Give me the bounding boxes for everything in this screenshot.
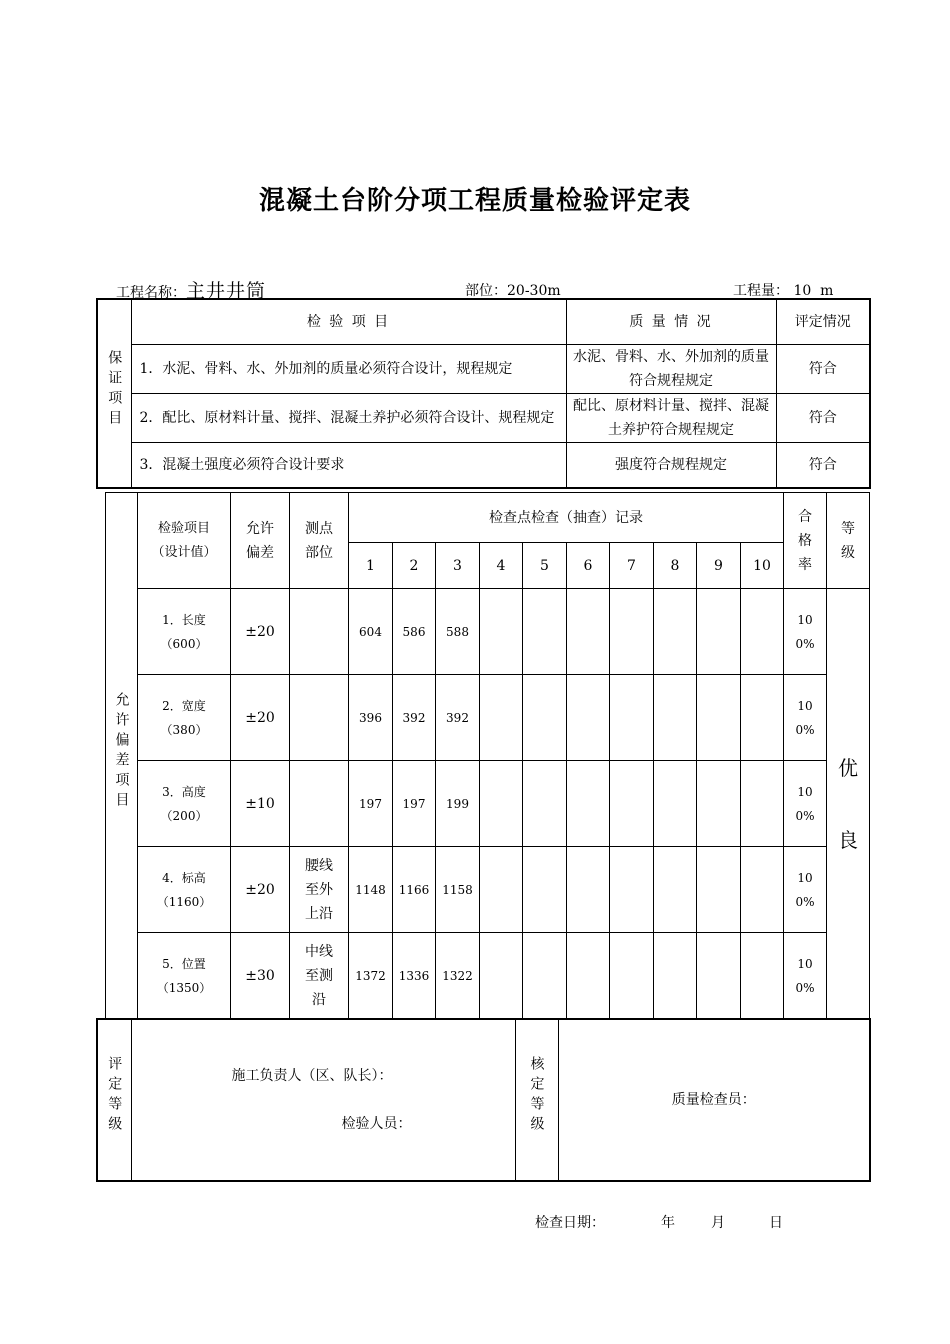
point-number: 5: [523, 543, 567, 589]
record-value: 604: [349, 589, 393, 675]
record-empty: [480, 847, 523, 933]
deviation-col-grade: 等级: [827, 493, 870, 589]
pass-rate: 100%: [784, 675, 827, 761]
location-field: 部位：20-30m: [465, 283, 561, 299]
guarantee-row: [97, 443, 870, 489]
point-number: 9: [697, 543, 741, 589]
record-empty: [741, 589, 784, 675]
record-empty: [741, 761, 784, 847]
record-value: 392: [436, 675, 480, 761]
date-day: 日: [769, 1215, 783, 1231]
record-value: 199: [436, 761, 480, 847]
date-month: 月: [711, 1215, 725, 1231]
guarantee-col-result: 评定情况: [776, 299, 870, 345]
guarantee-side-label: 保证项目: [97, 299, 131, 488]
record-empty: [523, 847, 567, 933]
record-empty: [480, 589, 523, 675]
pass-rate: 100%: [784, 761, 827, 847]
point-number: 6: [567, 543, 610, 589]
deviation-tolerance: ±30: [231, 933, 290, 1019]
deviation-item: 5．位置 （1350）: [138, 933, 231, 1019]
record-empty: [567, 761, 610, 847]
deviation-row: [106, 761, 870, 847]
record-empty: [523, 589, 567, 675]
record-empty: [654, 761, 697, 847]
record-empty: [654, 589, 697, 675]
record-empty: [741, 847, 784, 933]
record-empty: [697, 675, 741, 761]
guarantee-table: [96, 298, 871, 489]
record-empty: [523, 675, 567, 761]
point-number: 3: [436, 543, 480, 589]
record-value: 1166: [393, 847, 436, 933]
record-empty: [567, 933, 610, 1019]
deviation-row: [106, 847, 870, 933]
record-value: 1322: [436, 933, 480, 1019]
guarantee-col-item: 检 验 项 目: [131, 299, 566, 345]
evaluation-signatures: [131, 1019, 515, 1181]
pass-rate: 100%: [784, 933, 827, 1019]
evaluation-table: [96, 1018, 871, 1182]
deviation-col-records: 检查点检查（抽查）记录: [349, 493, 784, 543]
date-label: 检查日期：: [535, 1215, 605, 1231]
record-value: 1158: [436, 847, 480, 933]
record-empty: [610, 847, 654, 933]
guarantee-col-quality: 质 量 情 况: [566, 299, 776, 345]
guarantee-result: 符合: [776, 394, 870, 443]
deviation-tolerance: ±20: [231, 847, 290, 933]
pass-rate: 100%: [784, 589, 827, 675]
point-number: 4: [480, 543, 523, 589]
guarantee-quality: 水泥、骨料、水、外加剂的质量符合规程规定: [566, 345, 776, 394]
deviation-col-item: 检验项目 （设计值）: [138, 493, 231, 589]
record-value: 396: [349, 675, 393, 761]
deviation-tolerance: ±20: [231, 675, 290, 761]
guarantee-item: 2．配比、原材料计量、搅拌、混凝土养护必须符合设计、规程规定: [131, 394, 566, 443]
record-empty: [697, 933, 741, 1019]
guarantee-row: [97, 394, 870, 443]
page-title: 混凝土台阶分项工程质量检验评定表: [258, 186, 691, 216]
deviation-side-label: 允许偏差项目: [106, 493, 138, 1019]
record-empty: [654, 847, 697, 933]
guarantee-quality: 配比、原材料计量、搅拌、混凝土养护符合规程规定: [566, 394, 776, 443]
record-empty: [523, 933, 567, 1019]
project-name-label: 工程名称：: [116, 285, 186, 301]
record-value: 1336: [393, 933, 436, 1019]
record-empty: [741, 933, 784, 1019]
evaluation-left-label: 评定等级: [97, 1019, 131, 1181]
record-empty: [654, 675, 697, 761]
deviation-row: [106, 589, 870, 675]
deviation-tolerance: ±20: [231, 589, 290, 675]
deviation-row: [106, 933, 870, 1019]
record-value: 197: [393, 761, 436, 847]
deviation-tolerance: ±10: [231, 761, 290, 847]
evaluation-right-label: 核定等级: [515, 1019, 558, 1181]
deviation-item: 2．宽度 （380）: [138, 675, 231, 761]
deviation-item: 3．高度 （200）: [138, 761, 231, 847]
point-number: 8: [654, 543, 697, 589]
record-empty: [567, 847, 610, 933]
deviation-location: [290, 675, 349, 761]
deviation-row: [106, 675, 870, 761]
record-empty: [480, 933, 523, 1019]
record-empty: [610, 675, 654, 761]
inspection-date: [535, 1212, 783, 1232]
deviation-location: 中线至测沿: [290, 933, 349, 1019]
guarantee-item: 3．混凝土强度必须符合设计要求: [131, 443, 566, 489]
deviation-location: [290, 761, 349, 847]
record-value: 1148: [349, 847, 393, 933]
record-empty: [654, 933, 697, 1019]
record-empty: [567, 589, 610, 675]
record-empty: [697, 761, 741, 847]
record-empty: [567, 675, 610, 761]
deviation-table: [105, 492, 870, 1019]
date-year: 年: [661, 1215, 675, 1231]
deviation-item: 1．长度 （600）: [138, 589, 231, 675]
record-empty: [610, 761, 654, 847]
project-name-value: 主井井筒: [186, 280, 267, 302]
inspector-label: 检验人员：: [341, 1116, 412, 1132]
pass-rate: 100%: [784, 847, 827, 933]
record-empty: [697, 589, 741, 675]
point-number: 10: [741, 543, 784, 589]
deviation-item: 4．标高 （1160）: [138, 847, 231, 933]
record-empty: [697, 847, 741, 933]
record-empty: [523, 761, 567, 847]
record-empty: [610, 589, 654, 675]
record-empty: [480, 675, 523, 761]
deviation-col-location: 测点部位: [290, 493, 349, 589]
guarantee-result: 符合: [776, 443, 870, 489]
point-number: 2: [393, 543, 436, 589]
record-value: 197: [349, 761, 393, 847]
record-empty: [741, 675, 784, 761]
guarantee-row: [97, 345, 870, 394]
deviation-location: [290, 589, 349, 675]
construction-lead-label: 施工负责人（区、队长）：: [231, 1068, 393, 1084]
point-number: 1: [349, 543, 393, 589]
record-value: 392: [393, 675, 436, 761]
record-value: 1372: [349, 933, 393, 1019]
quantity-field: 工程量： 10 m: [733, 283, 834, 299]
record-value: 588: [436, 589, 480, 675]
record-empty: [610, 933, 654, 1019]
guarantee-quality: 强度符合规程规定: [566, 443, 776, 489]
quality-inspector-label: 质量检查员：: [558, 1019, 870, 1181]
deviation-col-rate: 合格率: [784, 493, 827, 589]
point-number: 7: [610, 543, 654, 589]
deviation-col-tolerance: 允许偏差: [231, 493, 290, 589]
deviation-grade: 优良: [827, 589, 870, 1019]
record-value: 586: [393, 589, 436, 675]
deviation-location: 腰线至外上沿: [290, 847, 349, 933]
guarantee-result: 符合: [776, 345, 870, 394]
record-empty: [480, 761, 523, 847]
guarantee-item: 1．水泥、骨料、水、外加剂的质量必须符合设计，规程规定: [131, 345, 566, 394]
